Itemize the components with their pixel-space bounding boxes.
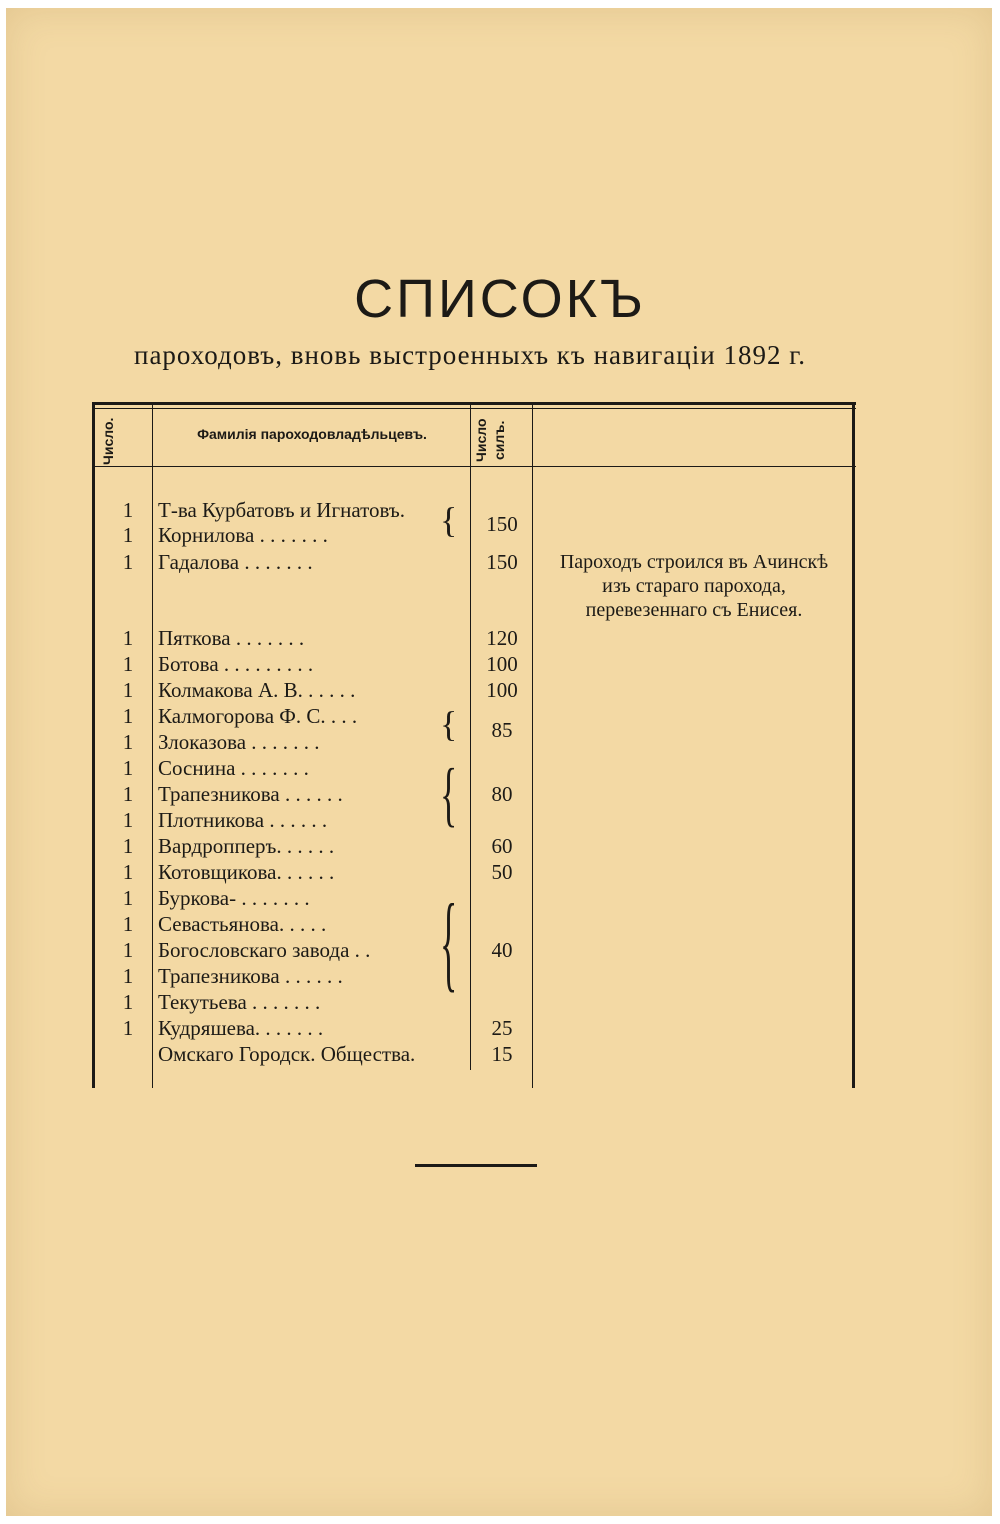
power-value: 100 <box>486 678 518 702</box>
table-row <box>92 912 856 937</box>
row-count: 1 <box>122 808 134 832</box>
group-brace: { <box>440 704 458 744</box>
row-count: 1 <box>122 730 134 754</box>
header-count: Число. <box>100 417 116 465</box>
power-value: 80 <box>491 782 513 806</box>
row-owner: Злоказова . . . . . . . <box>158 730 320 754</box>
row-owner: Калмогорова Ф. С. . . . <box>158 704 358 728</box>
row-owner: Текутьева . . . . . . . <box>158 990 321 1014</box>
row-count: 1 <box>122 938 134 962</box>
table-row <box>92 808 856 833</box>
row-count: 1 <box>122 782 134 806</box>
row-count: 1 <box>122 886 134 910</box>
table-row <box>92 990 856 1015</box>
row-owner: Богословскаго завода . . <box>158 938 371 962</box>
row-owner: Т-ва Курбатовъ и Игнатовъ. <box>158 498 406 522</box>
row-count: 1 <box>122 550 134 574</box>
power-value: 15 <box>491 1042 513 1066</box>
power-value: 150 <box>486 550 518 574</box>
page-subtitle: пароходовъ, вновь выстроенныхъ къ навигаціи 1892 г. <box>134 340 806 370</box>
row-owner: Гадалова . . . . . . . <box>158 550 313 574</box>
row-owner: Вардропперъ. . . . . . <box>158 834 335 858</box>
row-owner: Буркова- . . . . . . . <box>158 886 310 910</box>
power-value: 85 <box>491 718 513 742</box>
page-title: СПИСОКЪ <box>354 269 646 329</box>
row-count: 1 <box>122 678 134 702</box>
row-owner: Пяткова . . . . . . . <box>158 626 305 650</box>
row-count: 1 <box>122 756 134 780</box>
row-owner: Колмакова А. В. . . . . . <box>158 678 356 702</box>
row-count: 1 <box>122 834 134 858</box>
power-value: 50 <box>491 860 513 884</box>
power-value: 60 <box>491 834 513 858</box>
row-owner: Омскаго Городск. Общества. <box>158 1042 416 1066</box>
row-owner: Соснина . . . . . . . <box>158 756 309 780</box>
top-rule <box>92 402 856 405</box>
row-count: 1 <box>122 626 134 650</box>
row-count: 1 <box>122 990 134 1014</box>
row-owner: Корнилова . . . . . . . <box>158 523 328 547</box>
header-power: Число силъ. <box>473 418 507 462</box>
row-count: 1 <box>122 964 134 988</box>
power-value: 25 <box>491 1016 513 1040</box>
row-owner: Трапезникова . . . . . . <box>158 782 343 806</box>
row-count: 1 <box>122 912 134 936</box>
row-count: 1 <box>122 1016 134 1040</box>
table-row <box>92 756 856 781</box>
row-count: 1 <box>122 652 134 676</box>
row-owner: Ботова . . . . . . . . . <box>158 652 314 676</box>
end-rule <box>415 1164 537 1167</box>
table-row <box>92 886 856 911</box>
row-owner: Трапезникова . . . . . . <box>158 964 343 988</box>
row-note: Пароходъ строился въ Ачинскѣ изъ стараго парохода, перевезеннаго съ Енисея. <box>559 551 829 621</box>
group-brace: { <box>440 754 458 834</box>
power-value: 40 <box>491 938 513 962</box>
power-value: 120 <box>486 626 518 650</box>
row-owner: Котовщикова. . . . . . <box>158 860 335 884</box>
row-owner: Кудряшева. . . . . . . <box>158 1016 324 1040</box>
header-owner: Фамилія пароходовладѣльцевъ. <box>197 426 427 442</box>
steamship-table <box>92 402 856 1088</box>
row-count: 1 <box>122 523 134 547</box>
table-row <box>92 964 856 989</box>
row-count: 1 <box>122 860 134 884</box>
top-rule-inner <box>92 408 856 409</box>
row-count: 1 <box>122 498 134 522</box>
row-owner: Плотникова . . . . . . <box>158 808 328 832</box>
group-brace: { <box>440 500 458 540</box>
power-value: 150 <box>486 512 518 536</box>
group-brace: { <box>440 882 458 1002</box>
row-owner: Севастьянова. . . . . <box>158 912 327 936</box>
power-value: 100 <box>486 652 518 676</box>
row-count: 1 <box>122 704 134 728</box>
